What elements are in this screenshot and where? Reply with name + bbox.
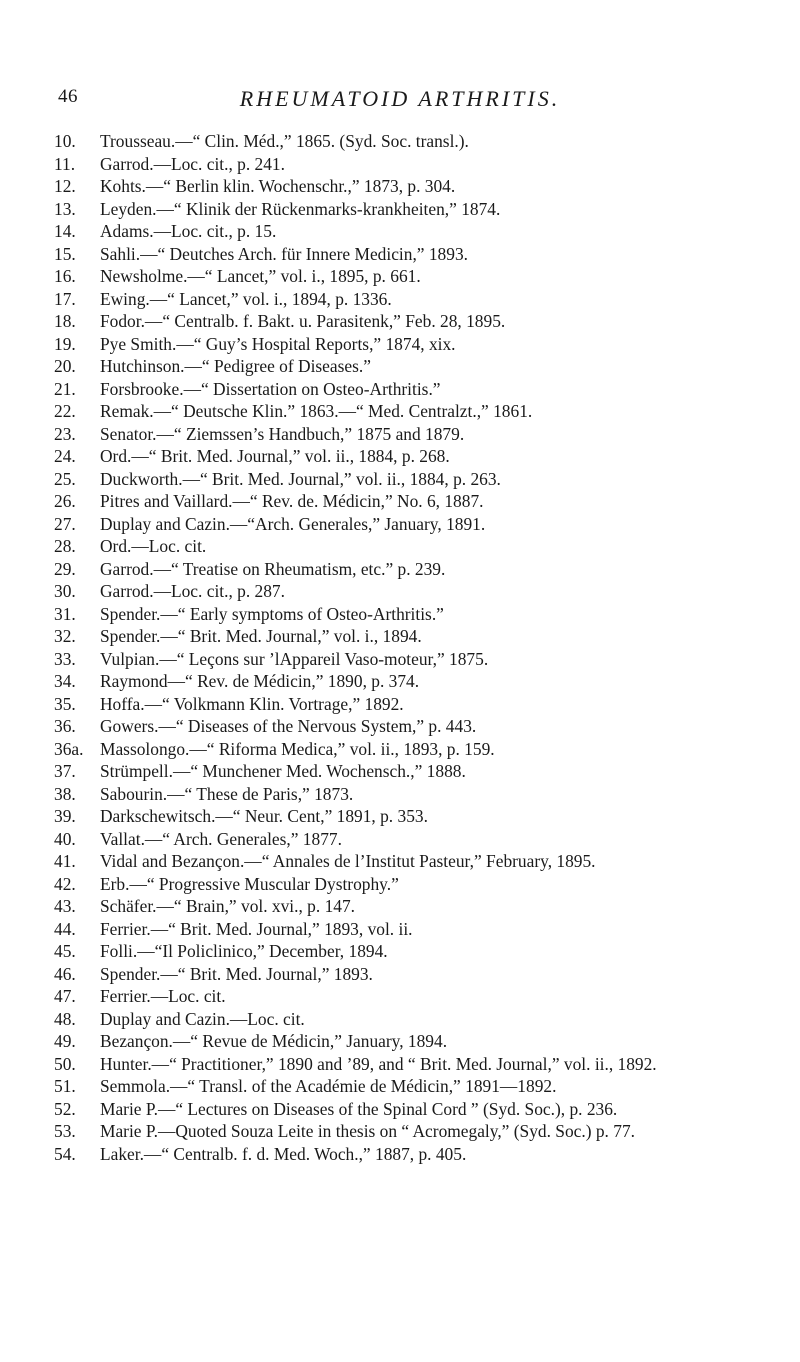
reference-item [54,153,754,176]
reference-item [54,535,754,558]
reference-number: 47. [54,986,76,1006]
reference-number: 49. [54,1031,76,1051]
reference-text: Forsbrooke.—“ Dissertation on Osteo-Arthritis.” [100,378,441,399]
reference-number: 25. [54,468,76,489]
reference-number: 24. [54,446,76,466]
reference-text: Massolongo.—“ Riforma Medica,” vol. ii., 1893, p. 159. [100,738,495,759]
reference-item [54,715,754,738]
reference-text: Pye Smith.—“ Guy’s Hospital Reports,” 1874, xix. [100,333,456,354]
reference-item [54,400,754,423]
reference-item [54,828,754,851]
reference-item [54,1053,754,1076]
reference-number: 12. [54,176,76,196]
reference-item [54,310,754,333]
reference-item [54,918,754,941]
reference-item [54,558,754,581]
running-head: RHEUMATOID ARTHRITIS. [239,86,561,111]
reference-number: 48. [54,1008,76,1029]
reference-number: 35. [54,693,76,714]
reference-item [54,1008,754,1031]
reference-text: Pitres and Vaillard.—“ Rev. de. Médicin,” No. 6, 1887. [100,491,484,511]
reference-text: Raymond—“ Rev. de Médicin,” 1890, p. 374. [100,671,420,691]
reference-text: Schäfer.—“ Brain,” vol. xvi., p. 147. [100,896,356,916]
reference-text: Ord.—Loc. cit. [100,536,207,556]
reference-item [54,333,754,356]
reference-number: 45. [54,941,76,961]
reference-text: Ewing.—“ Lancet,” vol. i., 1894, p. 1336. [100,288,392,309]
reference-text: Erb.—“ Progressive Muscular Dystrophy.” [100,873,399,894]
reference-number: 36a. [54,738,84,759]
reference-text: Adams.—Loc. cit., p. 15. [100,221,277,241]
reference-text: Marie P.—“ Lectures on Diseases of the Spinal Cord ” (Syd. Soc.), p. 236. [100,1098,618,1119]
reference-number: 33. [54,648,76,669]
reference-number: 10. [54,131,76,151]
reference-number: 29. [54,558,76,579]
reference-number: 39. [54,806,76,826]
reference-text: Garrod.—Loc. cit., p. 287. [100,581,285,601]
reference-number: 38. [54,783,76,804]
reference-item [54,963,754,986]
reference-number: 52. [54,1098,76,1119]
reference-text: Spender.—“ Early symptoms of Osteo-Arthritis.” [100,603,444,624]
reference-text: Remak.—“ Deutsche Klin.” 1863.—“ Med. Centralzt.,” 1861. [100,401,533,421]
reference-item [54,603,754,626]
reference-text: Duplay and Cazin.—Loc. cit. [100,1008,305,1029]
reference-item [54,243,754,266]
reference-item [54,378,754,401]
reference-text: Garrod.—“ Treatise on Rheumatism, etc.” p. 239. [100,558,446,579]
reference-number: 11. [54,153,76,174]
reference-number: 14. [54,221,76,241]
reference-number: 30. [54,581,76,601]
reference-number: 28. [54,536,76,556]
reference-item [54,130,754,153]
reference-item [54,738,754,761]
reference-number: 13. [54,198,76,219]
reference-item [54,423,754,446]
reference-number: 44. [54,918,76,939]
reference-item [54,1120,754,1143]
reference-item [54,693,754,716]
reference-item [54,895,754,918]
reference-number: 37. [54,761,76,781]
reference-text: Newsholme.—“ Lancet,” vol. i., 1895, p. 661. [100,266,421,286]
reference-item [54,198,754,221]
reference-item [54,580,754,603]
reference-text: Garrod.—Loc. cit., p. 241. [100,153,285,174]
reference-item [54,1030,754,1053]
reference-item [54,850,754,873]
reference-text: Senator.—“ Ziemssen’s Handbuch,” 1875 and 1879. [100,423,465,444]
reference-text: Gowers.—“ Diseases of the Nervous System,” p. 443. [100,716,477,736]
reference-item [54,355,754,378]
reference-item [54,288,754,311]
reference-item [54,513,754,536]
reference-text: Hutchinson.—“ Pedigree of Diseases.” [100,356,371,376]
reference-number: 22. [54,401,76,421]
reference-item [54,1098,754,1121]
reference-number: 41. [54,851,76,871]
reference-text: Spender.—“ Brit. Med. Journal,” vol. i., 1894. [100,626,422,646]
reference-number: 27. [54,513,76,534]
reference-item [54,873,754,896]
reference-item [54,648,754,671]
reference-number: 21. [54,378,76,399]
reference-text: Spender.—“ Brit. Med. Journal,” 1893. [100,963,373,984]
reference-item [54,940,754,963]
reference-number: 15. [54,243,76,264]
reference-text: Laker.—“ Centralb. f. d. Med. Woch.,” 1887, p. 405. [100,1143,467,1164]
reference-text: Ferrier.—“ Brit. Med. Journal,” 1893, vol. ii. [100,918,413,939]
reference-list [54,130,754,1165]
reference-text: Folli.—“Il Policlinico,” December, 1894. [100,941,388,961]
reference-text: Bezançon.—“ Revue de Médicin,” January, 1894. [100,1031,448,1051]
reference-number: 46. [54,963,76,984]
reference-text: Semmola.—“ Transl. of the Académie de Médicin,” 1891—1892. [100,1076,557,1096]
reference-item [54,220,754,243]
reference-text: Hoffa.—“ Volkmann Klin. Vortrage,” 1892. [100,693,404,714]
reference-number: 19. [54,333,76,354]
reference-item [54,468,754,491]
reference-item [54,805,754,828]
page-header [0,86,800,116]
reference-item [54,985,754,1008]
reference-item [54,1075,754,1098]
reference-text: Strümpell.—“ Munchener Med. Wochensch.,” 1888. [100,761,466,781]
reference-item [54,1143,754,1166]
reference-item [54,783,754,806]
reference-number: 42. [54,873,76,894]
reference-text: Vallat.—“ Arch. Generales,” 1877. [100,828,342,849]
reference-text: Duckworth.—“ Brit. Med. Journal,” vol. ii., 1884, p. 263. [100,468,501,489]
reference-item [54,670,754,693]
reference-text: Trousseau.—“ Clin. Méd.,” 1865. (Syd. Soc. transl.). [100,131,469,151]
reference-text: Marie P.—Quoted Souza Leite in thesis on “ Acromegaly,” (Syd. Soc.) p. 77. [100,1121,635,1141]
reference-item [54,625,754,648]
reference-text: Hunter.—“ Practitioner,” 1890 and ’89, and “ Brit. Med. Journal,” vol. ii., 1892. [100,1053,657,1074]
reference-number: 54. [54,1143,76,1164]
page-number: 46 [58,86,78,107]
reference-number: 17. [54,288,76,309]
reference-number: 51. [54,1076,76,1096]
reference-number: 43. [54,896,76,916]
reference-number: 18. [54,311,76,331]
reference-text: Vulpian.—“ Leçons sur ’lAppareil Vaso-moteur,” 1875. [100,648,489,669]
reference-number: 20. [54,356,76,376]
reference-number: 31. [54,603,76,624]
reference-text: Sabourin.—“ These de Paris,” 1873. [100,783,354,804]
reference-number: 32. [54,626,76,646]
reference-item [54,490,754,513]
reference-text: Duplay and Cazin.—“Arch. Generales,” January, 1891. [100,513,486,534]
reference-text: Darkschewitsch.—“ Neur. Cent,” 1891, p. 353. [100,806,428,826]
reference-number: 36. [54,716,76,736]
reference-item [54,760,754,783]
reference-text: Vidal and Bezançon.—“ Annales de l’Institut Pasteur,” February, 1895. [100,851,596,871]
reference-text: Sahli.—“ Deutches Arch. für Innere Medicin,” 1893. [100,243,468,264]
reference-number: 26. [54,491,76,511]
reference-number: 34. [54,671,76,691]
reference-item [54,445,754,468]
reference-text: Fodor.—“ Centralb. f. Bakt. u. Parasitenk,” Feb. 28, 1895. [100,311,506,331]
reference-number: 16. [54,266,76,286]
reference-text: Ord.—“ Brit. Med. Journal,” vol. ii., 1884, p. 268. [100,446,450,466]
reference-item [54,265,754,288]
reference-text: Kohts.—“ Berlin klin. Wochenschr.,” 1873, p. 304. [100,176,456,196]
reference-number: 23. [54,423,76,444]
reference-text: Ferrier.—Loc. cit. [100,986,226,1006]
reference-number: 50. [54,1053,76,1074]
reference-number: 40. [54,828,76,849]
reference-text: Leyden.—“ Klinik der Rückenmarks-krankheiten,” 1874. [100,198,501,219]
reference-item [54,175,754,198]
reference-number: 53. [54,1121,76,1141]
